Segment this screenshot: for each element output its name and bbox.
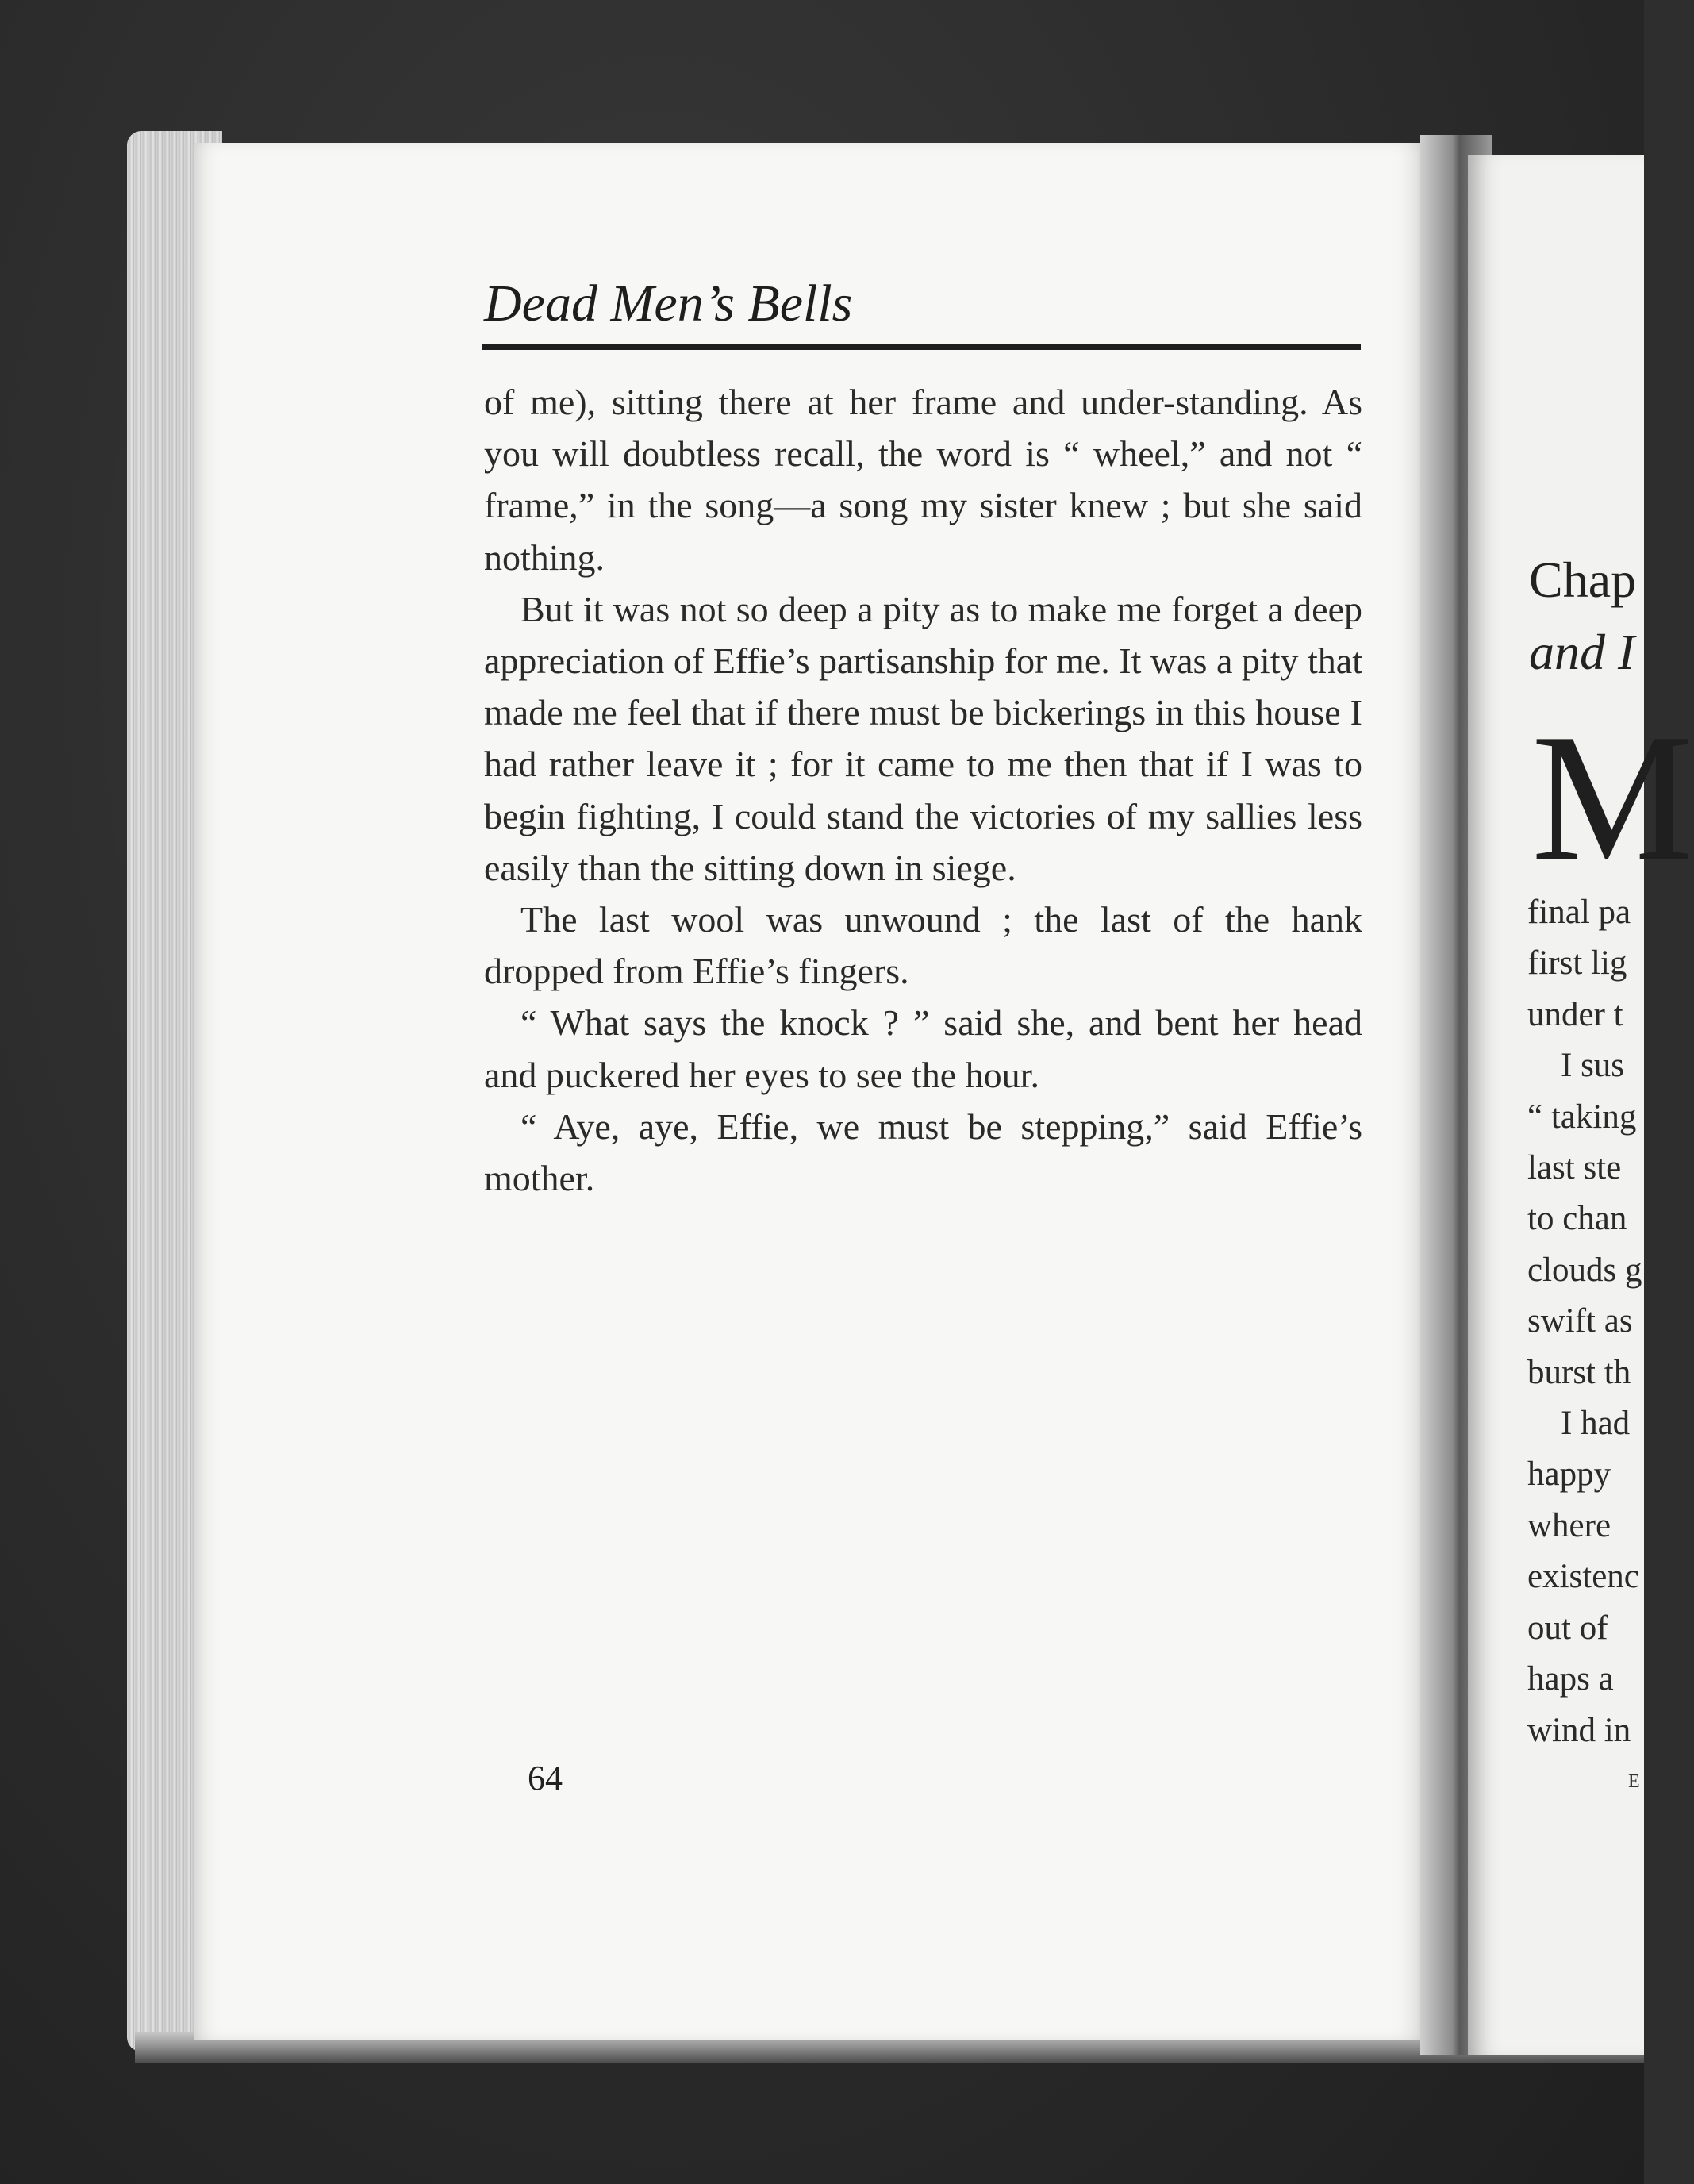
paragraph: The last wool was unwound ; the last of the hank dropped from Effie’s fingers. xyxy=(484,899,1362,992)
text-line: I sus xyxy=(1561,1047,1625,1085)
text-line: to chan xyxy=(1527,1200,1627,1238)
text-line: haps a xyxy=(1527,1660,1614,1698)
running-head: Dead Men’s Bells xyxy=(484,275,853,333)
drop-cap: M xyxy=(1531,696,1694,898)
chapter-heading-fragment: Chap xyxy=(1529,552,1637,608)
text-line: burst th xyxy=(1527,1353,1631,1391)
text-line: wind in xyxy=(1527,1711,1631,1749)
paragraph: “ Aye, aye, Effie, we must be stepping,” said Effie’s mother. xyxy=(484,1105,1362,1199)
text-line: happy xyxy=(1527,1455,1611,1494)
right-page-text xyxy=(1527,887,1654,1756)
signature-mark: E xyxy=(1628,1771,1640,1792)
text-line: under t xyxy=(1527,995,1623,1033)
paragraph: But it was not so deep a pity as to make me forget a deep appreciation of Effie’s partisanship for me. It was a pity that made me feel that if there must be bickerings in this house I had rather leave it ; for it came to me then that if I was to begin fighting, I could stand the victories of my sallies less easily than the sitting down in siege. xyxy=(484,588,1362,888)
text-line: clouds g xyxy=(1527,1251,1642,1289)
page-number: 64 xyxy=(528,1759,563,1798)
text-line: where xyxy=(1527,1506,1611,1544)
text-line: final pa xyxy=(1527,894,1631,931)
text-line: I had xyxy=(1561,1405,1631,1443)
paragraph: of me), sitting there at her frame and under-standing. As you will doubtless recall, the word is “ wheel,” and not “ frame,” in the song—a song my sister knew ; but she said nothing. xyxy=(484,382,1362,578)
header-rule xyxy=(482,344,1361,350)
text-line: “ taking xyxy=(1527,1098,1637,1136)
text-line: swift as xyxy=(1527,1302,1633,1340)
chapter-subtitle-fragment: and I xyxy=(1529,624,1635,680)
text-line: last ste xyxy=(1527,1149,1622,1187)
text-line: out of xyxy=(1527,1609,1608,1647)
text-line: first lig xyxy=(1527,944,1627,982)
text-line: existenc xyxy=(1527,1558,1639,1596)
body-text xyxy=(484,376,1362,1204)
paragraph: “ What says the knock ? ” said she, and bent her head and puckered her eyes to see the hour. xyxy=(484,1002,1362,1095)
